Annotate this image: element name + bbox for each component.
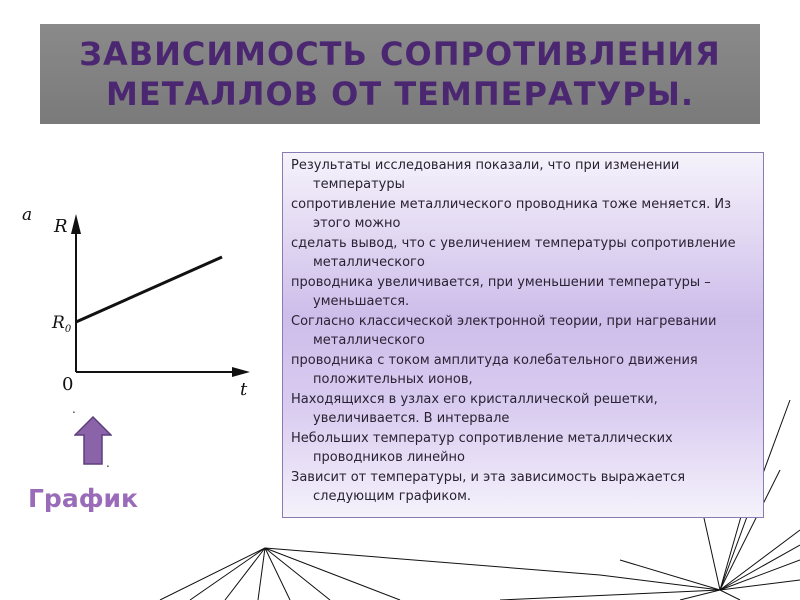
title-banner xyxy=(40,24,760,124)
x-axis-arrowhead xyxy=(232,367,250,377)
graph-caption: График xyxy=(28,484,138,513)
y-axis-label: R xyxy=(54,216,68,237)
resistance-temperature-graph xyxy=(0,170,270,410)
paragraph: проводника с током амплитуда колебательного движения положительных ионов, xyxy=(291,353,698,387)
paragraph: проводника увеличивается, при уменьшении температуры – уменьшается. xyxy=(291,275,711,309)
paragraph: сопротивление металлического проводника тоже меняется. Из этого можно xyxy=(291,197,731,231)
paragraph: Небольших температур сопротивление металлических проводников линейно xyxy=(291,431,673,465)
decor-dot: . xyxy=(106,456,110,470)
origin-label: 0 xyxy=(62,374,74,395)
paragraph: Согласно классической электронной теории, при нагревании металлического xyxy=(291,314,717,348)
y-axis-arrowhead xyxy=(71,214,81,234)
graph-panel-letter: а xyxy=(22,205,33,225)
paragraph: Результаты исследования показали, что при изменении температуры xyxy=(291,158,680,192)
x-axis-label: t xyxy=(240,379,248,400)
paragraph: сделать вывод, что с увеличением температуры сопротивление металлического xyxy=(291,236,736,270)
paragraph: Находящихся в узлах его кристаллической решетки, увеличивается. В интервале xyxy=(291,392,658,426)
text-panel xyxy=(282,152,764,518)
r0-label: $R_0$ xyxy=(52,313,72,335)
paragraph: Зависит от температуры, и эта зависимость выражается следующим графиком. xyxy=(291,470,686,504)
decor-dot: . xyxy=(72,402,76,416)
up-arrow-icon[interactable] xyxy=(74,416,112,466)
resistance-line xyxy=(76,257,222,322)
page-title: ЗАВИСИМОСТЬ СОПРОТИВЛЕНИЯ МЕТАЛЛОВ ОТ ТЕМПЕРАТУРЫ. xyxy=(79,35,721,113)
